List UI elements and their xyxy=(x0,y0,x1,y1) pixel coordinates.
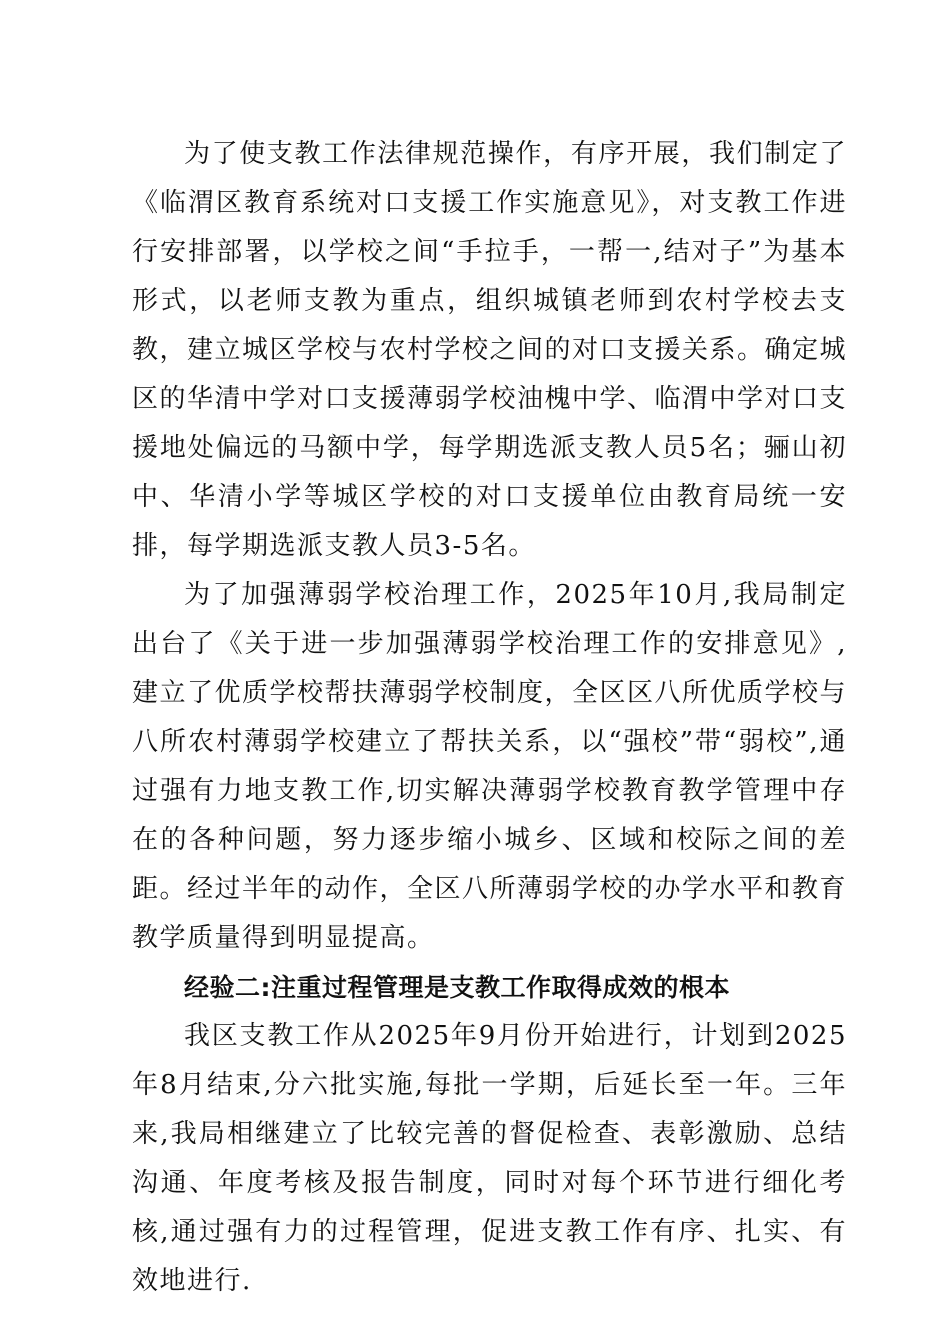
paragraph-1: 为了使支教工作法律规范操作，有序开展，我们制定了《临渭区教育系统对口支援工作实施意见》，对支教工作进行安排部署，以学校之间“手拉手，一帮一,结对子”为基本形式，以老师支教为重点，组织城镇老师到农村学校去支教，建立城区学校与农村学校之间的对口支援关系。确定城区的华清中学对口支援薄弱学校油槐中学、临渭中学对口支援地处偏远的马额中学，每学期选派支教人员5名；骊山初中、华清小学等城区学校的对口支援单位由教育局统一安排，每学期选派支教人员3-5名。 xyxy=(132,139,848,561)
paragraph-2: 为了加强薄弱学校治理工作，2025年10月,我局制定出台了《关于进一步加强薄弱学校治理工作的安排意见》,建立了优质学校帮扶薄弱学校制度，全区区八所优质学校与八所农村薄弱学校建立了帮扶关系，以“强校”带“弱校”,通过强有力地支教工作,切实解决薄弱学校教育教学管理中存在的各种问题，努力逐步缩小城乡、区域和校际之间的差距。经过半年的动作，全区八所薄弱学校的办学水平和教育教学质量得到明显提高。 xyxy=(132,580,848,953)
document-body xyxy=(132,130,847,1306)
section-heading: 经验二:注重过程管理是支教工作取得成效的根本 xyxy=(184,973,730,1002)
paragraph-3: 我区支教工作从2025年9月份开始进行，计划到2025年8月结束,分六批实施,每批一学期，后延长至一年。三年来,我局相继建立了比较完善的督促检查、表彰激励、总结沟通、年度考核及报告制度，同时对每个环节进行细化考核,通过强有力的过程管理，促进支教工作有序、扎实、有效地进行. xyxy=(132,1021,847,1296)
